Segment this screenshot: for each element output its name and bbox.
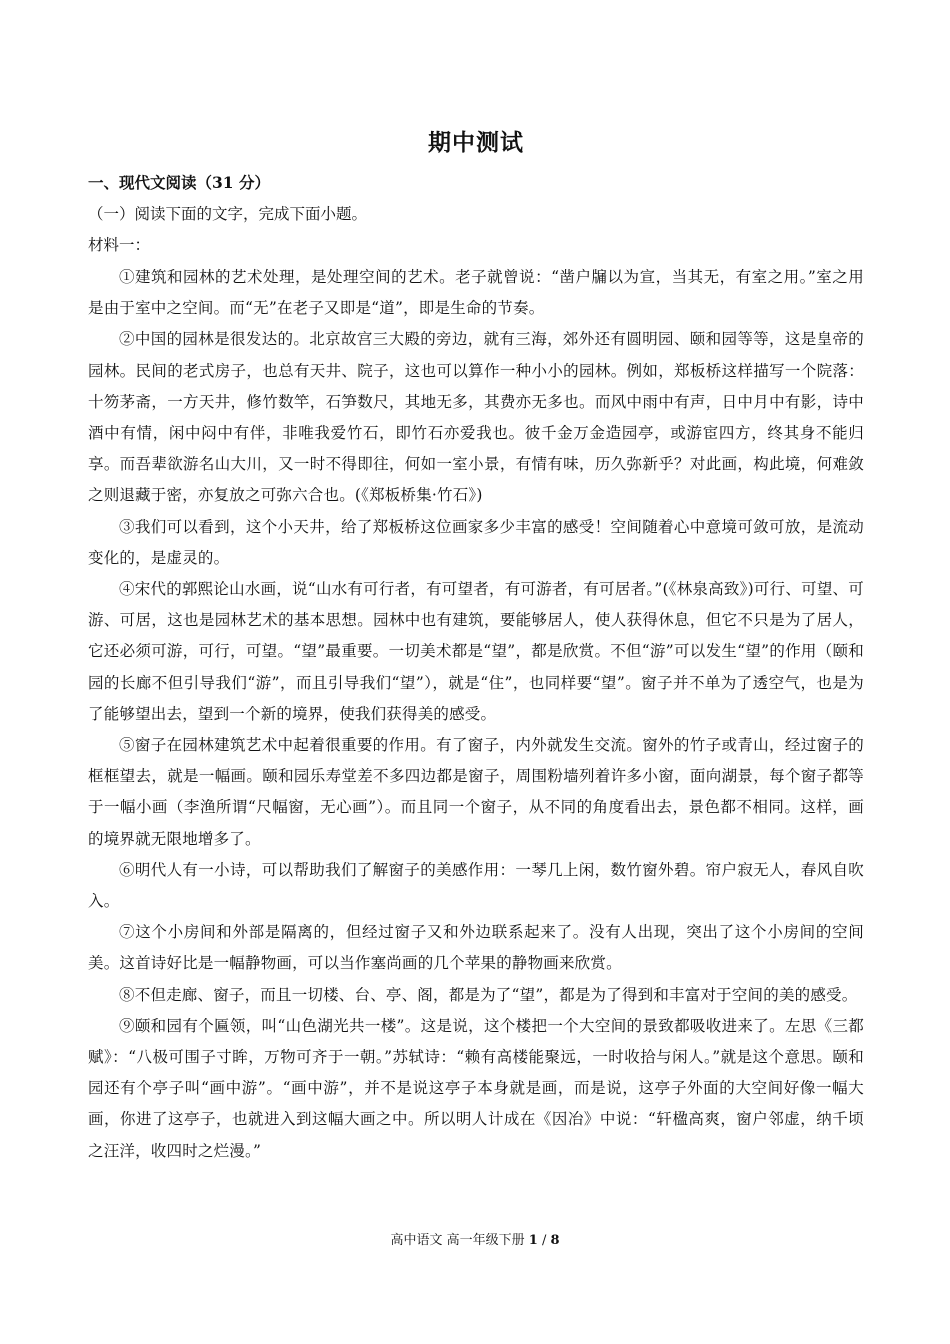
paragraph: ③我们可以看到，这个小天井，给了郑板桥这位画家多少丰富的感受！空间随着心中意境可敛可放，是流动变化的，是虚灵的。 — [88, 517, 864, 567]
paragraph: ④宋代的郭熙论山水画，说“山水有可行者，有可望者，有可游者，有可居者。”(《林泉高致》)可行、可望、可游、可居，这也是园林艺术的基本思想。园林中也有建筑，要能够居人，使人获得休息，但它不只是为了居人，它还必须可游，可行，可望。“望”最重要。一切美术都是“望”，都是欣赏。不但“游”可以发生“望”的作用（颐和园的长廊不但引导我们“游”，而且引导我们“望”），就是“住”，也同样要“望”。窗子并不单为了透空气，也是为了能够望出去，望到一个新的境界，使我们获得美的感受。 — [88, 580, 864, 723]
paragraph: ⑤窗子在园林建筑艺术中起着很重要的作用。有了窗子，内外就发生交流。窗外的竹子或青山，经过窗子的框框望去，就是一幅画。颐和园乐寿堂差不多四边都是窗子，周围粉墙列着许多小窗，面向湖景，每个窗子都等于一幅小画（李渔所谓“尺幅窗，无心画”）。而且同一个窗子，从不同的角度看出去，景色都不相同。这样，画的境界就无限地增多了。 — [88, 736, 864, 848]
material-label: 材料一： — [88, 236, 151, 254]
page-footer — [0, 1229, 950, 1248]
paragraph: ⑨颐和园有个匾领，叫“山色湖光共一楼”。这是说，这个楼把一个大空间的景致都吸收进来了。左思《三都赋》：“八极可围子寸眸，万物可齐于一朝。”苏轼诗：“赖有高楼能聚远，一时收拾与闲人。”就是这个意思。颐和园还有个亭子叫“画中游”。“画中游”，并不是说这亭子本身就是画，而是说，这亭子外面的大空间好像一幅大画，你进了这亭子，也就进入到这幅大画之中。所以明人计成在《因冶》中说：“轩楹高爽，窗户邻虚，纳千顷之汪洋，收四时之烂漫。” — [88, 1016, 864, 1160]
instruction-text: （一）阅读下面的文字，完成下面小题。 — [88, 205, 368, 223]
paragraph: ①建筑和园林的艺术处理，是处理空间的艺术。老子就曾说：“凿户牖以为宣，当其无，有室之用。”室之用是由于室中之空间。而“无”在老子又即是“道”，即是生命的节奏。 — [88, 268, 864, 318]
page-number: 1 — [528, 1233, 538, 1248]
paragraph: ②中国的园林是很发达的。北京故宫三大殿的旁边，就有三海，郊外还有圆明园、颐和园等等，这是皇帝的园林。民间的老式房子，也总有天井、院子，这也可以算作一种小小的园林。例如，郑板桥这样描写一个院落：十笏茅斋，一方天井，修竹数竿，石笋数尺，其地无多，其费亦无多也。而风中雨中有声，日中月中有影，诗中酒中有情，闲中闷中有伴，非唯我爱竹石，即竹石亦爱我也。彼千金万金造园亭，或游宦四方，终其身不能归享。而吾辈欲游名山大川，又一时不得即往，何如一室小景，有情有味，历久弥新乎？对此画，构此境，何难敛之则退藏于密，亦复放之可弥六合也。(《郑板桥集·竹石》) — [88, 330, 864, 505]
paragraph: ⑧不但走廊、窗子，而且一切楼、台、亭、阁，都是为了“望”，都是为了得到和丰富对于空间的美的感受。 — [119, 985, 858, 1004]
page-total: 8 — [550, 1233, 560, 1248]
reading-passage — [88, 262, 864, 1167]
paragraph: ⑦这个小房间和外部是隔离的，但经过窗子又和外边联系起来了。没有人出现，突出了这个小房间的空间美。这首诗好比是一幅静物画，可以当作塞尚画的几个苹果的静物画来欣赏。 — [88, 923, 864, 973]
page-separator: / — [537, 1233, 551, 1248]
page-title: 期中测试 — [428, 129, 524, 156]
section-heading: 一、现代文阅读（31 分） — [88, 173, 270, 192]
footer-text: 高中语文 高一年级下册 — [390, 1233, 525, 1248]
paragraph: ⑥明代人有一小诗，可以帮助我们了解窗子的美感作用：一琴几上闲，数竹窗外碧。帘户寂无人，春风自吹入。 — [88, 860, 864, 911]
